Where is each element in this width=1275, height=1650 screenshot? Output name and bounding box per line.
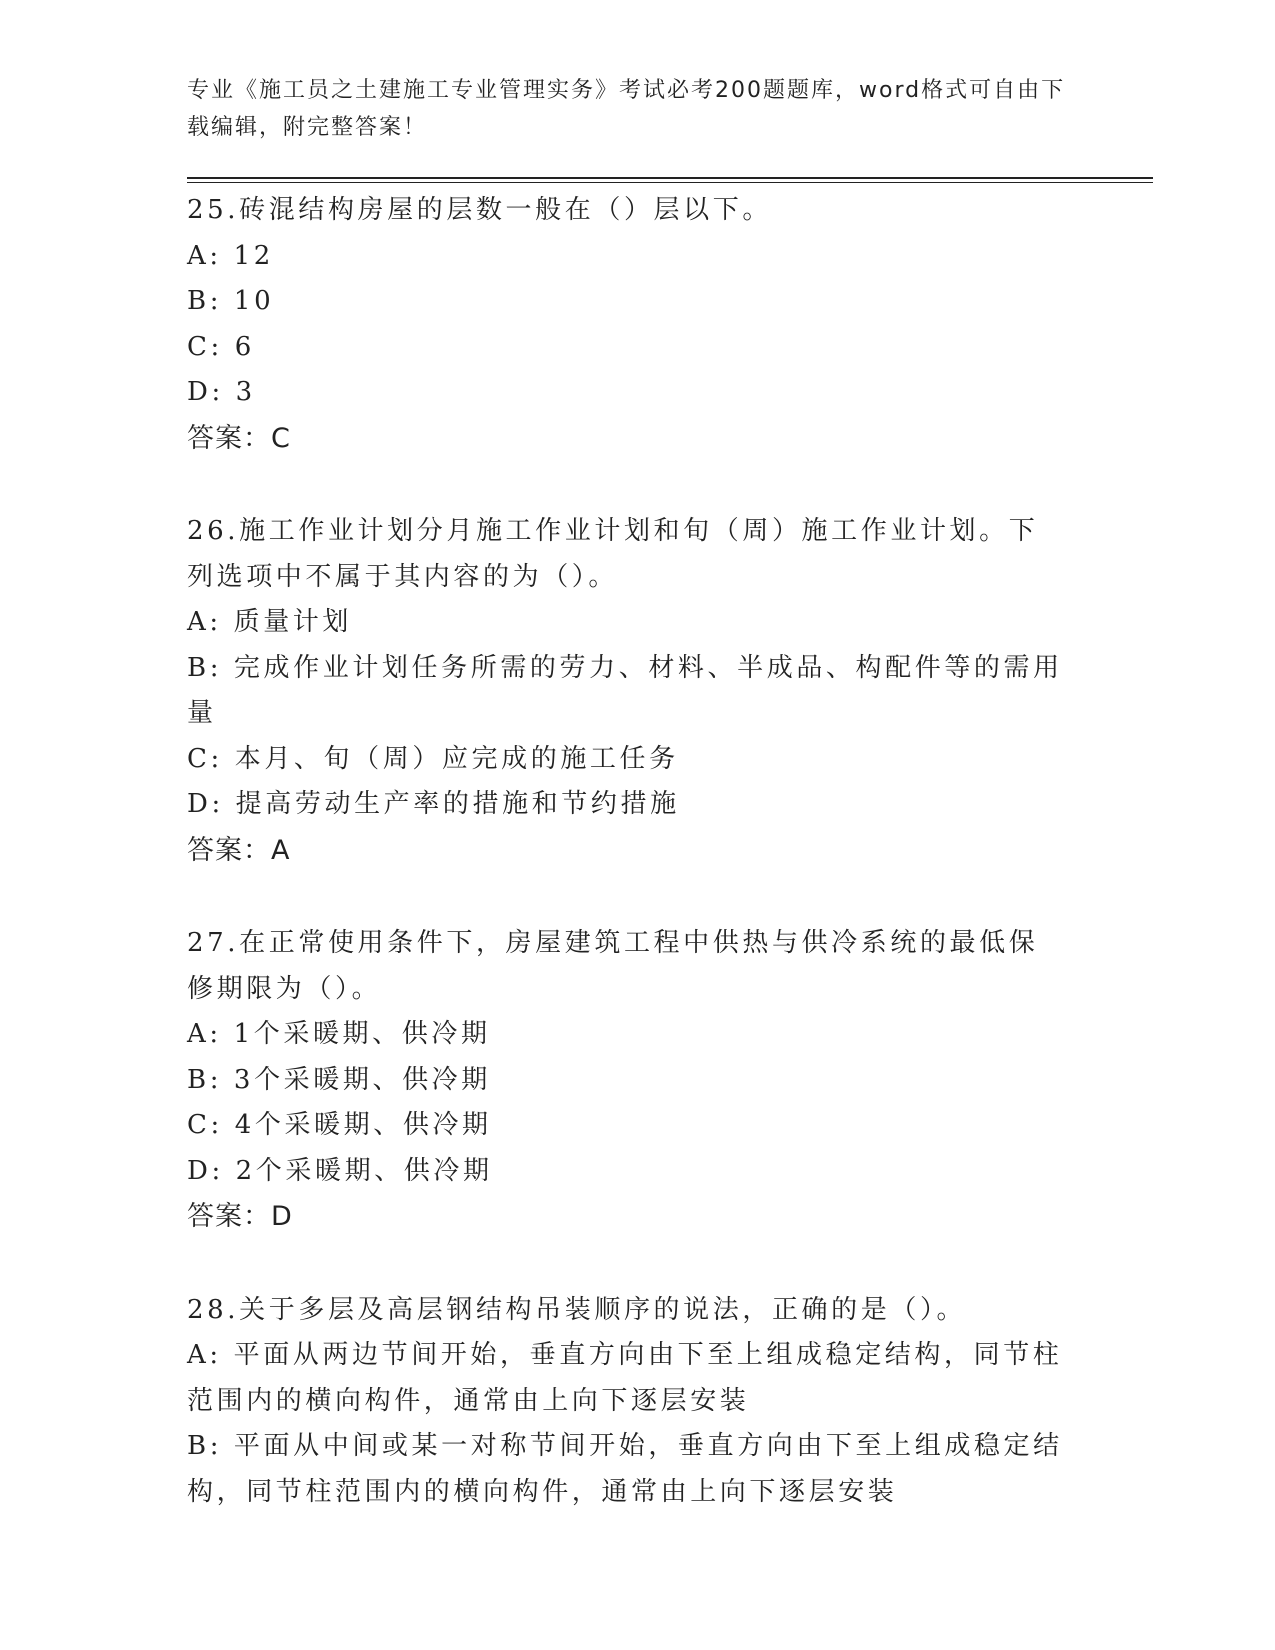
option-b: B: 10 (187, 286, 275, 316)
question-27 (187, 921, 1067, 1240)
question-stem: 28.关于多层及高层钢结构吊装顺序的说法，正确的是（）。 (187, 1294, 967, 1325)
answer-line: 答案：C (187, 422, 291, 454)
option-b: B: 平面从中间或某一对称节间开始，垂直方向由下至上组成稳定结构，同节柱范围内的横向构件，通常由上向下逐层安装 (187, 1431, 1063, 1507)
question-26 (187, 509, 1067, 873)
option-c: C: 4个采暖期、供冷期 (187, 1110, 492, 1140)
question-stem: 27.在正常使用条件下，房屋建筑工程中供热与供冷系统的最低保修期限为（）。 (187, 928, 1039, 1004)
option-a: A: 质量计划 (187, 607, 353, 637)
header-divider-thin (187, 182, 1153, 183)
option-a: A: 12 (187, 240, 274, 271)
option-c: C: 6 (187, 331, 255, 362)
option-a: A: 1个采暖期、供冷期 (187, 1019, 491, 1049)
option-d: D: 提高劳动生产率的措施和节约措施 (187, 789, 680, 819)
question-stem: 26.施工作业计划分月施工作业计划和旬（周）施工作业计划。下列选项中不属于其内容的为（）。 (187, 516, 1039, 592)
answer-line: 答案：D (187, 1201, 293, 1232)
option-b: B: 完成作业计划任务所需的劳力、材料、半成品、构配件等的需用量 (187, 652, 1063, 728)
option-d: D: 2个采暖期、供冷期 (187, 1155, 493, 1186)
option-c: C: 本月、旬（周）应完成的施工任务 (187, 743, 679, 774)
question-25 (187, 188, 1067, 461)
question-28 (187, 1288, 1067, 1516)
answer-line: 答案：A (187, 834, 291, 866)
question-list (187, 188, 1067, 1563)
document-header: 专业《施工员之土建施工专业管理实务》考试必考200题题库，word格式可自由下载编辑，附完整答案！ (187, 78, 1066, 140)
option-d: D: 3 (187, 377, 256, 407)
option-a: A: 平面从两边节间开始，垂直方向由下至上组成稳定结构，同节柱范围内的横向构件，通常由上向下逐层安装 (187, 1340, 1063, 1416)
option-b: B: 3个采暖期、供冷期 (187, 1064, 491, 1095)
question-stem: 25.砖混结构房屋的层数一般在（）层以下。 (187, 195, 772, 225)
header-divider-thick (187, 177, 1153, 179)
